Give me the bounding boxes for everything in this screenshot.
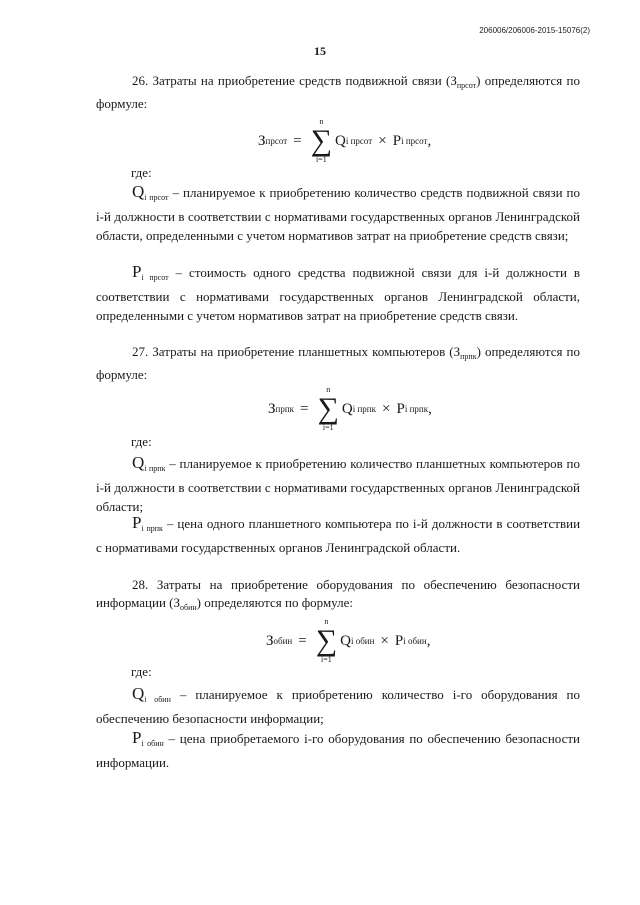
formula-q: Q (335, 132, 346, 149)
formula-equals: = (300, 400, 309, 417)
item-27-outro: ) определяются по формуле: (96, 344, 580, 383)
formula-p: P (392, 132, 402, 149)
item-28-where: где: (131, 664, 152, 679)
formula-q-sub: i прсот (345, 136, 373, 146)
formula-lhs-sub: прпк (275, 404, 295, 414)
def-text: – стоимость одного средства подвижной связи для i-й должности в соответствии с нормативами государственных органов Ленинградской области, определенными с учетом нормативов затрат на приобретение средств связи. (96, 265, 580, 323)
formula-p-sub: i обин (403, 636, 427, 646)
item-27-symbol: З (453, 344, 461, 359)
item-27-paragraph (96, 343, 580, 384)
formula-times: × (378, 132, 387, 149)
formula-lhs-sub: обин (273, 636, 293, 646)
page-number: 15 (314, 44, 326, 58)
formula-q-sub: i прпк (352, 404, 376, 414)
def-symbol: P (132, 262, 142, 281)
def-symbol: Q (132, 182, 145, 201)
formula-lhs: З (258, 132, 266, 149)
formula-tail: , (428, 400, 432, 417)
formula-equals: = (298, 632, 307, 649)
sum-lower: i=1 (321, 655, 332, 664)
formula-p: P (396, 400, 405, 417)
sum-symbol (311, 118, 332, 164)
item-26-where: где: (131, 165, 152, 180)
def-symbol-sub: i прпк (141, 524, 163, 533)
item-26-symbol-sub: прсот (456, 81, 477, 90)
def-symbol-sub: i обин (144, 695, 171, 704)
item-28-formula (266, 618, 430, 664)
def-symbol-sub: i прсот (141, 273, 169, 282)
sum-upper: n (326, 385, 331, 394)
def-symbol: P (132, 728, 142, 747)
sigma-icon: ∑ (310, 124, 333, 157)
sum-symbol (316, 618, 337, 664)
item-28-symbol: З (173, 595, 181, 611)
formula-tail: , (427, 132, 432, 149)
def-symbol: P (132, 513, 142, 532)
item-26-paragraph (96, 72, 580, 113)
sum-symbol (318, 386, 339, 432)
formula-lhs-sub: прсот (265, 136, 288, 146)
sum-upper: n (324, 617, 329, 626)
item-27-formula (268, 386, 432, 432)
def-symbol: Q (132, 684, 145, 703)
def-symbol-sub: i обин (141, 739, 164, 748)
item-27-def-q (96, 453, 580, 516)
formula-q-sub: i обин (350, 636, 375, 646)
item-28-paragraph (96, 576, 580, 617)
def-symbol-sub: i прпк (144, 464, 166, 473)
sum-lower: i=1 (322, 423, 334, 432)
sigma-icon: ∑ (315, 624, 338, 657)
sum-upper: n (319, 117, 324, 126)
formula-q: Q (341, 400, 353, 417)
item-27-where: где: (131, 434, 152, 449)
item-27-intro: 27. Затраты на приобретение планшетных компьютеров ( (132, 344, 454, 359)
def-symbol: Q (132, 453, 145, 472)
item-26-def-p (96, 262, 580, 325)
item-26-def-q (96, 182, 580, 245)
formula-p: P (394, 632, 404, 649)
item-28-outro: ) определяются по формуле: (196, 595, 353, 611)
def-symbol-sub: i прсот (144, 193, 169, 202)
item-26-formula (258, 118, 431, 164)
item-26-outro: ) определяются по формуле: (96, 73, 580, 112)
item-28-def-q (96, 684, 580, 728)
formula-p-sub: i прпк (404, 404, 429, 414)
item-27-def-p (96, 513, 580, 557)
def-text: – планируемое к приобретению количество i-го оборудования по обеспечению безопасности информации; (96, 687, 580, 726)
formula-times: × (382, 400, 391, 417)
sigma-icon: ∑ (317, 392, 339, 425)
def-text: – планируемое к приобретению количество планшетных компьютеров по i-й должности в соответствии с нормативами государственных органов Ленинградской области; (96, 456, 580, 514)
item-28-def-p (96, 728, 580, 772)
item-27-symbol-sub: прпк (460, 352, 477, 361)
item-26-intro: 26. Затраты на приобретение средств подвижной связи ( (132, 73, 451, 88)
def-text: – цена приобретаемого i-го оборудования по обеспечению безопасности информации. (96, 731, 581, 770)
formula-equals: = (293, 132, 302, 149)
formula-p-sub: i прсот (401, 136, 428, 146)
item-28-intro: 28. Затраты на приобретение оборудования по обеспечению безопасности информации ( (96, 577, 580, 611)
item-26-symbol: З (450, 73, 457, 88)
formula-lhs: З (266, 632, 274, 649)
def-text: – цена одного планшетного компьютера по i-й должности в соответствии с нормативами государственных органов Ленинградской области. (96, 516, 581, 555)
document-id: 206006/206006-2015-15076(2) (479, 26, 590, 35)
formula-q: Q (340, 632, 351, 649)
formula-tail: , (426, 632, 431, 649)
def-text: – планируемое к приобретению количество средств подвижной связи по i-й должности в соответствии с нормативами государственных органов Ленинградской области, определенными с учетом нормативов затрат на приобретение средств связи; (96, 185, 581, 243)
item-28-symbol-sub: обин (180, 603, 197, 613)
formula-times: × (380, 632, 389, 649)
sum-lower: i=1 (315, 155, 327, 164)
formula-lhs: З (268, 400, 276, 417)
